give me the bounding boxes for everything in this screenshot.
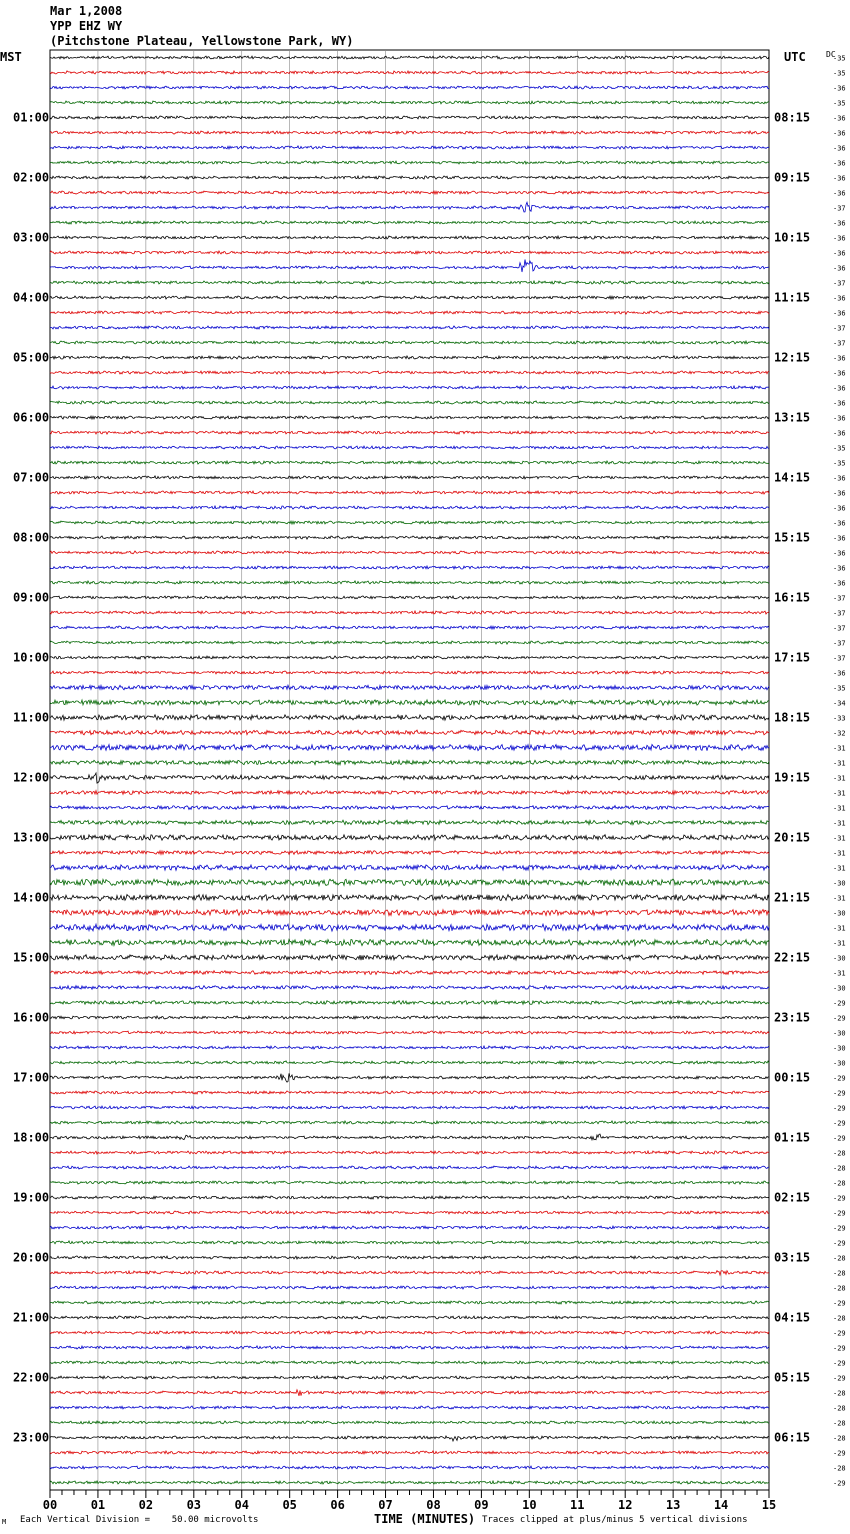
dc-offset-label: -37 bbox=[833, 594, 846, 603]
utc-hour-label: 21:15 bbox=[774, 890, 811, 905]
dc-offset-label: -28 bbox=[833, 1419, 846, 1428]
trace-row bbox=[50, 1091, 769, 1094]
trace-row bbox=[50, 895, 769, 901]
trace-row bbox=[50, 971, 769, 975]
dc-offset-label: -28 bbox=[833, 1434, 846, 1443]
trace-row bbox=[50, 221, 769, 224]
dc-offset-label: -29 bbox=[833, 1224, 846, 1233]
mst-hour-label: 19:00 bbox=[13, 1190, 50, 1205]
dc-offset-label: -29 bbox=[833, 1134, 846, 1143]
trace-row bbox=[50, 311, 769, 314]
trace-row bbox=[50, 924, 769, 931]
trace-row bbox=[50, 760, 769, 765]
utc-hour-label: 20:15 bbox=[774, 830, 811, 845]
trace-row bbox=[50, 1466, 769, 1469]
trace-row bbox=[50, 1166, 769, 1169]
trace-row bbox=[50, 131, 769, 134]
dc-offset-label: -36 bbox=[833, 564, 846, 573]
dc-offset-label: -36 bbox=[833, 504, 846, 513]
mst-hour-label: 14:00 bbox=[13, 890, 50, 905]
utc-hour-label: 18:15 bbox=[774, 710, 811, 725]
mst-hour-label: 08:00 bbox=[13, 530, 50, 545]
dc-offset-label: -31 bbox=[833, 969, 846, 978]
mst-hour-label: 06:00 bbox=[13, 410, 50, 425]
dc-offset-label: -36 bbox=[833, 489, 846, 498]
dc-offset-label: -36 bbox=[833, 264, 846, 273]
utc-hour-label: 12:15 bbox=[774, 350, 811, 365]
trace-row bbox=[50, 656, 769, 659]
trace-row bbox=[50, 1181, 769, 1184]
trace-row bbox=[50, 161, 769, 164]
dc-offset-label: -31 bbox=[833, 834, 846, 843]
x-axis bbox=[43, 1490, 776, 1512]
x-tick-label: 05 bbox=[282, 1498, 297, 1512]
dc-offset-label: -36 bbox=[833, 219, 846, 228]
trace-row bbox=[50, 1481, 769, 1484]
dc-offset-label: -29 bbox=[833, 1074, 846, 1083]
dc-offset-label: -35 bbox=[833, 69, 846, 78]
dc-offset-label: -33 bbox=[833, 714, 846, 723]
trace-row bbox=[50, 446, 769, 449]
x-tick-label: 11 bbox=[570, 1498, 585, 1512]
mst-hour-label: 17:00 bbox=[13, 1070, 50, 1085]
trace-row bbox=[50, 1211, 769, 1214]
trace-row bbox=[50, 86, 769, 89]
trace-row bbox=[50, 1406, 769, 1409]
dc-offset-label: -28 bbox=[833, 1179, 846, 1188]
mst-hour-label: 04:00 bbox=[13, 290, 50, 305]
trace-row bbox=[50, 1346, 769, 1349]
x-tick-label: 13 bbox=[665, 1498, 681, 1512]
trace-row bbox=[50, 835, 769, 841]
dc-offset-label: -35 bbox=[833, 684, 846, 693]
trace-row bbox=[50, 431, 769, 434]
trace-row bbox=[50, 879, 769, 886]
dc-offset-label: -37 bbox=[833, 279, 846, 288]
dc-offset-label: -30 bbox=[833, 954, 846, 963]
trace-row bbox=[50, 176, 769, 179]
utc-hour-label: 02:15 bbox=[774, 1190, 811, 1205]
trace-row bbox=[50, 356, 769, 359]
x-tick-label: 00 bbox=[42, 1498, 58, 1512]
dc-offset-label: -28 bbox=[833, 1284, 846, 1293]
trace-row bbox=[50, 1196, 769, 1199]
dc-offset-label: -32 bbox=[833, 729, 846, 738]
dc-offset-label: -36 bbox=[833, 114, 846, 123]
dc-offset-label: -30 bbox=[833, 984, 846, 993]
utc-hour-label: 19:15 bbox=[774, 770, 811, 785]
dc-offset-label: -36 bbox=[833, 249, 846, 258]
utc-hour-label: 05:15 bbox=[774, 1370, 811, 1385]
trace-row bbox=[50, 641, 769, 644]
x-tick-label: 01 bbox=[90, 1498, 106, 1512]
dc-offset-label: -37 bbox=[833, 339, 846, 348]
trace-row bbox=[50, 1301, 769, 1304]
dc-offset-label: -36 bbox=[833, 144, 846, 153]
trace-row bbox=[50, 536, 769, 539]
dc-offset-label: -35 bbox=[833, 459, 846, 468]
trace-row bbox=[50, 791, 769, 795]
dc-offset-label: -36 bbox=[833, 309, 846, 318]
dc-offset-label: -36 bbox=[833, 369, 846, 378]
clip-note: Traces clipped at plus/minus 5 vertical divisions bbox=[482, 1515, 748, 1525]
trace-row bbox=[50, 326, 769, 329]
mst-hour-label: 11:00 bbox=[13, 710, 50, 725]
trace-row bbox=[50, 806, 769, 810]
trace-row bbox=[50, 116, 769, 119]
trace-row bbox=[50, 1361, 769, 1364]
dc-offset-label: -29 bbox=[833, 1479, 846, 1488]
trace-row bbox=[50, 260, 769, 273]
dc-offset-label: -30 bbox=[833, 1044, 846, 1053]
trace-row bbox=[50, 1256, 769, 1259]
dc-offset-label: -29 bbox=[833, 1209, 846, 1218]
utc-hour-label: 23:15 bbox=[774, 1010, 811, 1025]
trace-row bbox=[50, 1016, 769, 1019]
trace-row bbox=[50, 476, 769, 479]
trace-row bbox=[50, 715, 769, 720]
trace-row bbox=[50, 1151, 769, 1154]
trace-row bbox=[50, 1073, 769, 1082]
dc-offset-label: -28 bbox=[833, 1164, 846, 1173]
dc-offset-label: -29 bbox=[833, 1014, 846, 1023]
x-axis-title: TIME (MINUTES) bbox=[374, 1512, 476, 1526]
trace-row bbox=[50, 700, 769, 705]
x-tick-label: 10 bbox=[522, 1498, 537, 1512]
mst-hour-label: 10:00 bbox=[13, 650, 50, 665]
trace-row bbox=[50, 1241, 769, 1244]
dc-offset-label: -36 bbox=[833, 519, 846, 528]
scale-note: Each Vertical Division = 50.00 microvolts bbox=[20, 1515, 259, 1525]
seismic-traces bbox=[50, 56, 769, 1484]
dc-offset-label: -36 bbox=[833, 429, 846, 438]
utc-hour-label: 03:15 bbox=[774, 1250, 811, 1265]
dc-offset-label: -29 bbox=[833, 1299, 846, 1308]
dc-offset-label: -30 bbox=[833, 879, 846, 888]
dc-offset-label: -36 bbox=[833, 234, 846, 243]
utc-hour-label: 09:15 bbox=[774, 170, 811, 185]
header-location: (Pitchstone Plateau, Yellowstone Park, WY) bbox=[50, 34, 354, 48]
utc-axis-label: UTC bbox=[784, 50, 806, 64]
dc-offset-label: -36 bbox=[833, 84, 846, 93]
x-tick-label: 03 bbox=[186, 1498, 202, 1512]
x-tick-label: 09 bbox=[474, 1498, 489, 1512]
trace-row bbox=[50, 745, 769, 751]
dc-offset-label: -36 bbox=[833, 174, 846, 183]
mst-hour-label: 21:00 bbox=[13, 1310, 50, 1325]
trace-row bbox=[50, 1121, 769, 1124]
dc-offset-label: -28 bbox=[833, 1254, 846, 1263]
dc-offset-label: -35 bbox=[833, 54, 846, 63]
utc-hour-label: 15:15 bbox=[774, 530, 811, 545]
mst-hour-label: 15:00 bbox=[13, 950, 50, 965]
dc-offset-label: -29 bbox=[833, 999, 846, 1008]
trace-row bbox=[50, 416, 769, 419]
trace-row bbox=[50, 1316, 769, 1319]
trace-row bbox=[50, 281, 769, 284]
trace-row bbox=[50, 986, 769, 990]
dc-offset-label: -37 bbox=[833, 609, 846, 618]
trace-row bbox=[50, 671, 769, 674]
mst-hour-label: 20:00 bbox=[13, 1250, 50, 1265]
dc-offset-label: -28 bbox=[833, 1269, 846, 1278]
trace-row bbox=[50, 626, 769, 629]
utc-hour-label: 10:15 bbox=[774, 230, 811, 245]
mst-hour-label: 05:00 bbox=[13, 350, 50, 365]
dc-offset-label: -31 bbox=[833, 849, 846, 858]
trace-row bbox=[50, 851, 769, 855]
dc-offset-label: -37 bbox=[833, 204, 846, 213]
trace-row bbox=[50, 1390, 769, 1396]
trace-row bbox=[50, 506, 769, 509]
header-station: YPP EHZ WY bbox=[50, 19, 123, 33]
dc-offset-label: -37 bbox=[833, 654, 846, 663]
dc-offset-label: -31 bbox=[833, 864, 846, 873]
trace-row bbox=[50, 202, 769, 212]
trace-row bbox=[50, 730, 769, 735]
mst-axis-label: MST bbox=[0, 50, 22, 64]
trace-row bbox=[50, 1134, 769, 1140]
dc-offset-label: -36 bbox=[833, 294, 846, 303]
x-tick-label: 02 bbox=[138, 1498, 154, 1512]
dc-offset-label: -29 bbox=[833, 1194, 846, 1203]
dc-offset-label: -31 bbox=[833, 804, 846, 813]
dc-offset-label: -34 bbox=[833, 699, 846, 708]
dc-offset-label: -30 bbox=[833, 1059, 846, 1068]
utc-hour-label: 06:15 bbox=[774, 1430, 811, 1445]
utc-hour-label: 13:15 bbox=[774, 410, 811, 425]
trace-row bbox=[50, 236, 769, 239]
dc-offset-label: -36 bbox=[833, 354, 846, 363]
corner-mark: M bbox=[2, 1518, 7, 1526]
trace-row bbox=[50, 1286, 769, 1289]
trace-row bbox=[50, 251, 769, 254]
trace-row bbox=[50, 1376, 769, 1379]
mst-hour-label: 12:00 bbox=[13, 770, 50, 785]
trace-row bbox=[50, 566, 769, 569]
mst-hour-label: 02:00 bbox=[13, 170, 50, 185]
trace-row bbox=[50, 1106, 769, 1109]
dc-offset-label: -28 bbox=[833, 1389, 846, 1398]
trace-row bbox=[50, 386, 769, 389]
mst-hour-label: 01:00 bbox=[13, 110, 50, 125]
trace-row bbox=[50, 101, 769, 104]
dc-offset-label: -29 bbox=[833, 1329, 846, 1338]
trace-row bbox=[50, 551, 769, 554]
header-date: Mar 1,2008 bbox=[50, 4, 123, 18]
x-tick-label: 12 bbox=[617, 1498, 633, 1512]
mst-hour-label: 22:00 bbox=[13, 1370, 50, 1385]
mst-hour-label: 07:00 bbox=[13, 470, 50, 485]
dc-offset-label: -29 bbox=[833, 1239, 846, 1248]
utc-hour-label: 01:15 bbox=[774, 1130, 811, 1145]
trace-row bbox=[50, 56, 769, 59]
utc-hour-label: 08:15 bbox=[774, 110, 811, 125]
trace-row bbox=[50, 341, 769, 344]
trace-row bbox=[50, 820, 769, 825]
dc-offset-label: -28 bbox=[833, 1404, 846, 1413]
trace-row bbox=[50, 491, 769, 494]
trace-row bbox=[50, 1061, 769, 1064]
dc-offset-label: -31 bbox=[833, 894, 846, 903]
trace-row bbox=[50, 865, 769, 871]
dc-offset-label: -29 bbox=[833, 1104, 846, 1113]
mst-hour-label: 03:00 bbox=[13, 230, 50, 245]
dc-offset-label: -36 bbox=[833, 384, 846, 393]
trace-row bbox=[50, 1331, 769, 1334]
dc-offset-label: -36 bbox=[833, 414, 846, 423]
dc-offset-label: -31 bbox=[833, 759, 846, 768]
trace-row bbox=[50, 461, 769, 464]
dc-offset-label: -29 bbox=[833, 1089, 846, 1098]
mst-hour-label: 23:00 bbox=[13, 1430, 50, 1445]
trace-row bbox=[50, 1271, 769, 1275]
utc-hour-label: 22:15 bbox=[774, 950, 811, 965]
dc-offset-label: -31 bbox=[833, 789, 846, 798]
x-tick-label: 07 bbox=[378, 1498, 393, 1512]
x-tick-label: 14 bbox=[713, 1498, 729, 1512]
utc-hour-label: 04:15 bbox=[774, 1310, 811, 1325]
utc-hour-label: 11:15 bbox=[774, 290, 811, 305]
trace-row bbox=[50, 1001, 769, 1005]
dc-offset-label: -36 bbox=[833, 189, 846, 198]
trace-row bbox=[50, 1436, 769, 1441]
dc-label: DC bbox=[826, 50, 836, 59]
x-tick-label: 15 bbox=[761, 1498, 777, 1512]
trace-row bbox=[50, 955, 769, 961]
dc-offset-label: -31 bbox=[833, 939, 846, 948]
mst-hour-label: 09:00 bbox=[13, 590, 50, 605]
trace-row bbox=[50, 1451, 769, 1454]
dc-offset-label: -36 bbox=[833, 129, 846, 138]
trace-row bbox=[50, 1046, 769, 1049]
dc-offset-label: -31 bbox=[833, 924, 846, 933]
trace-row bbox=[50, 1421, 769, 1424]
mst-hour-label: 16:00 bbox=[13, 1010, 50, 1025]
trace-row bbox=[50, 773, 769, 783]
dc-offset-label: -37 bbox=[833, 639, 846, 648]
dc-offset-label: -28 bbox=[833, 1314, 846, 1323]
dc-offset-label: -29 bbox=[833, 1119, 846, 1128]
trace-row bbox=[50, 581, 769, 584]
utc-hour-label: 00:15 bbox=[774, 1070, 811, 1085]
utc-hour-label: 17:15 bbox=[774, 650, 811, 665]
trace-row bbox=[50, 521, 769, 524]
dc-offset-label: -28 bbox=[833, 1464, 846, 1473]
trace-row bbox=[50, 1226, 769, 1229]
utc-hour-label: 14:15 bbox=[774, 470, 811, 485]
trace-row bbox=[50, 939, 769, 945]
trace-row bbox=[50, 611, 769, 614]
dc-offset-label: -35 bbox=[833, 444, 846, 453]
dc-offset-label: -29 bbox=[833, 1374, 846, 1383]
utc-hour-label: 16:15 bbox=[774, 590, 811, 605]
trace-row bbox=[50, 296, 769, 299]
dc-offset-label: -36 bbox=[833, 669, 846, 678]
dc-offset-label: -37 bbox=[833, 324, 846, 333]
trace-row bbox=[50, 401, 769, 404]
dc-offset-label: -36 bbox=[833, 159, 846, 168]
dc-offset-label: -31 bbox=[833, 744, 846, 753]
dc-offset-label: -30 bbox=[833, 909, 846, 918]
dc-offset-label: -31 bbox=[833, 774, 846, 783]
trace-row bbox=[50, 596, 769, 599]
dc-offset-label: -36 bbox=[833, 549, 846, 558]
dc-offset-label: -29 bbox=[833, 1449, 846, 1458]
trace-row bbox=[50, 685, 769, 690]
x-tick-label: 04 bbox=[234, 1498, 249, 1512]
trace-row bbox=[50, 71, 769, 74]
dc-offset-label: -37 bbox=[833, 624, 846, 633]
dc-offset-label: -29 bbox=[833, 1344, 846, 1353]
dc-offset-label: -36 bbox=[833, 534, 846, 543]
trace-row bbox=[50, 191, 769, 194]
mst-hour-label: 18:00 bbox=[13, 1130, 50, 1145]
dc-offset-label: -30 bbox=[833, 1029, 846, 1038]
mst-hour-label: 13:00 bbox=[13, 830, 50, 845]
x-tick-label: 08 bbox=[426, 1498, 441, 1512]
dc-offset-label: -29 bbox=[833, 1359, 846, 1368]
dc-offset-label: -35 bbox=[833, 99, 846, 108]
dc-offset-label: -28 bbox=[833, 1149, 846, 1158]
x-tick-label: 06 bbox=[330, 1498, 345, 1512]
trace-row bbox=[50, 371, 769, 374]
dc-offset-label: -36 bbox=[833, 474, 846, 483]
dc-offset-label: -36 bbox=[833, 399, 846, 408]
dc-offset-label: -31 bbox=[833, 819, 846, 828]
trace-row bbox=[50, 909, 769, 915]
dc-offset-label: -36 bbox=[833, 579, 846, 588]
trace-row bbox=[50, 146, 769, 149]
trace-row bbox=[50, 1031, 769, 1034]
